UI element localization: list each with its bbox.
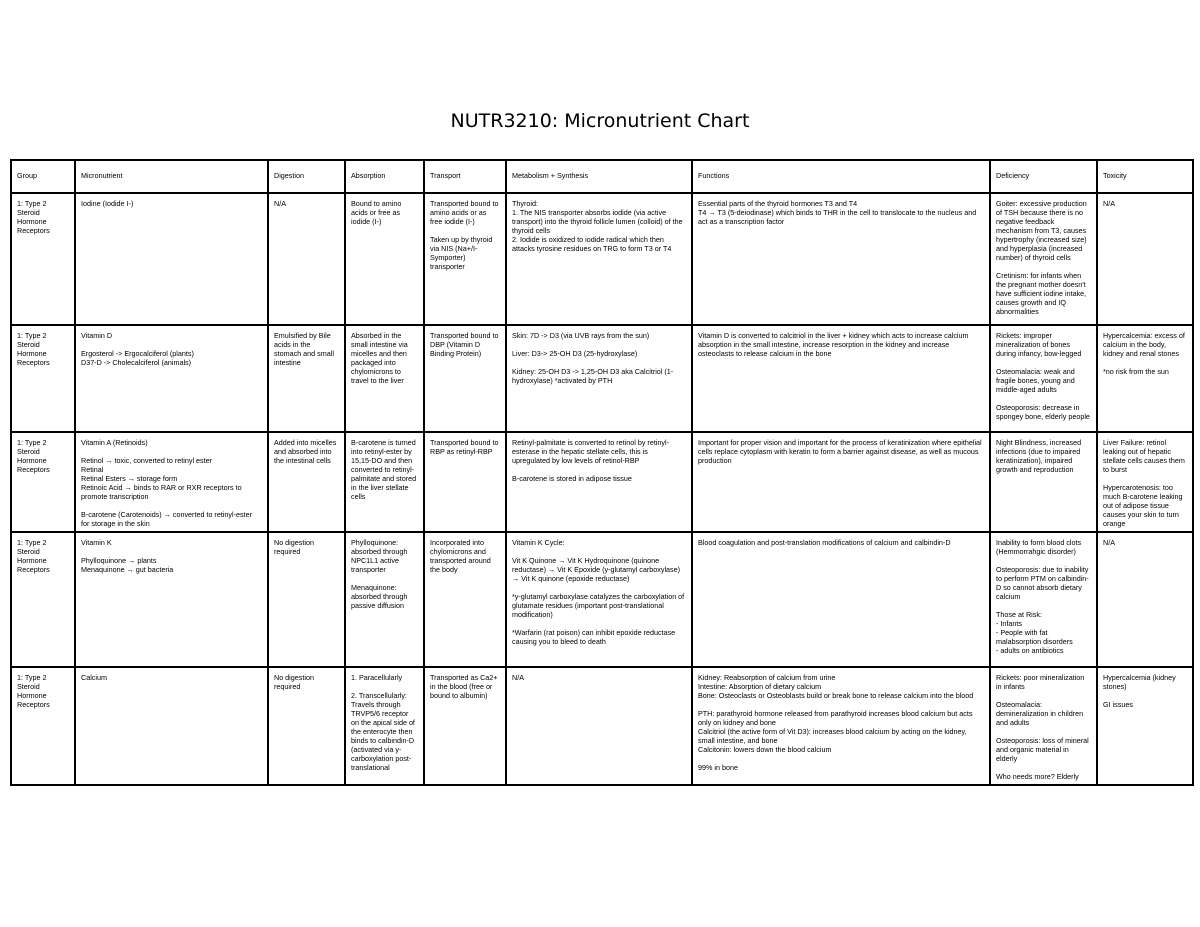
cell-text: 2. Iodide is oxidized to iodide radical which then attacks tyrosine residues on TRG to form T3 or T4 — [512, 235, 672, 253]
cell-text: Transported bound to RBP as retinyl-RBP — [430, 438, 501, 456]
cell-text: N/A — [1103, 199, 1115, 208]
cell-metabolism — [506, 532, 692, 667]
cell-text: Transported bound to DBP (Vitamin D Binding Protein) — [430, 331, 501, 358]
cell-group — [11, 325, 75, 432]
header-deficiency: Deficiency — [990, 160, 1097, 193]
cell-absorption — [345, 432, 424, 532]
cell-text: - Infants — [996, 619, 1022, 628]
cell-text: Vitamin D — [81, 331, 113, 340]
cell-toxicity — [1097, 325, 1193, 432]
cell-text: Liver: D3-> 25-OH D3 (25-hydroxylase) — [512, 349, 638, 358]
line-gap — [698, 754, 984, 763]
line-gap — [512, 547, 686, 556]
cell-group — [11, 667, 75, 785]
cell-digestion — [268, 667, 345, 785]
header-absorption: Absorption — [345, 160, 424, 193]
cell-metabolism — [506, 193, 692, 325]
table-row — [11, 325, 1193, 432]
cell-text: *no risk from the sun — [1103, 367, 1169, 376]
table-row — [11, 532, 1193, 667]
line-gap — [430, 226, 500, 235]
cell-text: 1: Type 2 Steroid Hormone Receptors — [17, 538, 50, 574]
cell-text: Skin: 7D -> D3 (via UVB rays from the sun) — [512, 331, 650, 340]
cell-group — [11, 193, 75, 325]
header-group: Group — [11, 160, 75, 193]
line-gap — [1103, 358, 1187, 367]
cell-text: 1: Type 2 Steroid Hormone Receptors — [17, 331, 50, 367]
cell-text: Transported as Ca2+ in the blood (free or bound to albumin) — [430, 673, 500, 700]
line-gap — [996, 691, 1091, 700]
cell-text: Essential parts of the thyroid hormones T3 and T4 — [698, 199, 858, 208]
cell-text: Vitamin A (Retinoids) — [81, 438, 148, 447]
cell-metabolism — [506, 325, 692, 432]
cell-text: Rickets: improper mineralization of bones during infancy, bow-legged — [996, 331, 1082, 358]
cell-text: Thyroid: — [512, 199, 538, 208]
cell-micronutrient — [75, 532, 268, 667]
cell-text: Goiter: excessive production of TSH because there is no negative feedback mechanism from T3, causes hypertrophy (increased size) and hyperplasia (increased number) of thyroid cells — [996, 199, 1089, 262]
cell-functions — [692, 432, 990, 532]
cell-micronutrient — [75, 193, 268, 325]
cell-text: Vitamin D is converted to calcitriol in the liver + kidney which acts to increase calcium absorption in the small intestine, increase resorption in the kidney and increase osteoclasts to release calcium in the bone — [698, 331, 971, 358]
line-gap — [996, 763, 1091, 772]
cell-text: Rickets: poor mineralization in infants — [996, 673, 1087, 691]
cell-digestion — [268, 432, 345, 532]
cell-text: Incorporated into chylomicrons and transported around the body — [430, 538, 493, 574]
cell-text: 1: Type 2 Steroid Hormone Receptors — [17, 673, 50, 709]
cell-text: Vitamin K — [81, 538, 112, 547]
cell-text: Taken up by thyroid via NIS (Na+/I- Symporter) transporter — [430, 235, 495, 271]
cell-transport — [424, 325, 506, 432]
line-gap — [351, 682, 418, 691]
cell-transport — [424, 667, 506, 785]
cell-text: Calcitonin: lowers down the blood calcium — [698, 745, 832, 754]
cell-functions — [692, 532, 990, 667]
cell-text: Absorbed in the small intestine via micelles and then packaged into chylomicrons to travel to the liver — [351, 331, 410, 385]
cell-text: No digestion required — [274, 673, 316, 691]
page-title: NUTR3210: Micronutrient Chart — [450, 110, 750, 132]
cell-toxicity — [1097, 667, 1193, 785]
cell-toxicity — [1097, 532, 1193, 667]
header-row — [11, 160, 1193, 193]
cell-text: Bound to amino acids or free as iodide (I-) — [351, 199, 404, 226]
cell-text: 1. The NIS transporter absorbs iodide (via active transport) into the thyroid follicle lumen (colloid) of the thyroid cells — [512, 208, 685, 235]
cell-text: 1. Paracellularly — [351, 673, 403, 682]
cell-text: Osteomalacia: weak and fragile bones, young and middle-aged adults — [996, 367, 1077, 394]
cell-transport — [424, 432, 506, 532]
cell-text: Retinyl-palmitate is converted to retinol by retinyl-esterase in the hepatic stellate cells, this is upregulated by low levels of retinol-RBP — [512, 438, 669, 465]
cell-transport — [424, 193, 506, 325]
cell-text: Bone: Osteoclasts or Osteoblasts build or break bone to release calcium into the blood — [698, 691, 974, 700]
cell-text: Added into micelles and absorbed into the intestinal cells — [274, 438, 339, 465]
table-row — [11, 667, 1193, 785]
cell-deficiency — [990, 532, 1097, 667]
cell-text: Retinal Esters → storage form — [81, 474, 178, 483]
cell-text: 1: Type 2 Steroid Hormone Receptors — [17, 199, 50, 235]
cell-text: Calcitriol (the active form of Vit D3): increases blood calcium by acting on the kidney, small intestine, and bone — [698, 727, 969, 745]
cell-text: 2. Transcellularly: Travels through TRVP5/6 receptor on the apical side of the enterocyte then binds to calbindin-D (activated via y-carboxylation post-translational — [351, 691, 417, 772]
line-gap — [81, 340, 262, 349]
line-gap — [512, 619, 686, 628]
cell-text: Transported bound to amino acids or as free iodide (I-) — [430, 199, 501, 226]
cell-deficiency — [990, 432, 1097, 532]
cell-text: Vit K Quinone → Vit K Hydroquinone (quinone reductase) → Vit K Epoxide (y-glutamyl carboxylase) → Vit K quinone (epoxide reductase) — [512, 556, 683, 583]
cell-text: Osteoporosis: due to inability to perform PTM on calbindin-D so cannot absorb dietary calcium — [996, 565, 1091, 601]
line-gap — [81, 501, 262, 510]
cell-text: Hypercalcemia: excess of calcium in the body, kidney and renal stones — [1103, 331, 1187, 358]
cell-text: B-carotene is stored in adipose tissue — [512, 474, 632, 483]
line-gap — [996, 601, 1091, 610]
cell-text: - People with fat malabsorption disorders — [996, 628, 1073, 646]
cell-functions — [692, 667, 990, 785]
cell-metabolism — [506, 667, 692, 785]
cell-text: Vitamin K Cycle: — [512, 538, 565, 547]
header-transport: Transport — [424, 160, 506, 193]
cell-text: Osteoporosis: loss of mineral and organic material in elderly — [996, 736, 1091, 763]
cell-functions — [692, 193, 990, 325]
cell-text: N/A — [512, 673, 524, 682]
cell-text: *y-glutamyl carboxylase catalyzes the carboxylation of glutamate residues (important post-translational modification) — [512, 592, 687, 619]
cell-deficiency — [990, 193, 1097, 325]
line-gap — [996, 727, 1091, 736]
line-gap — [351, 574, 418, 583]
cell-digestion — [268, 193, 345, 325]
cell-deficiency — [990, 667, 1097, 785]
cell-group — [11, 532, 75, 667]
line-gap — [1103, 474, 1187, 483]
cell-text: Who needs more? Elderly — [996, 772, 1079, 781]
cell-text: Ergosterol -> Ergocalciferol (plants) — [81, 349, 194, 358]
cell-transport — [424, 532, 506, 667]
cell-absorption — [345, 193, 424, 325]
cell-text: Night Blindness, increased infections (due to impaired keratinization), impaired growth and reproduction — [996, 438, 1084, 474]
cell-text: N/A — [274, 199, 286, 208]
table-row — [11, 193, 1193, 325]
line-gap — [512, 583, 686, 592]
cell-text: 1: Type 2 Steroid Hormone Receptors — [17, 438, 50, 474]
cell-text: Hypercalcemia (kidney stones) — [1103, 673, 1178, 691]
cell-deficiency — [990, 325, 1097, 432]
line-gap — [512, 358, 686, 367]
cell-text: Retinoic Acid → binds to RAR or RXR receptors to promote transcription — [81, 483, 244, 501]
header-functions: Functions — [692, 160, 990, 193]
cell-text: T4 → T3 (5-deiodinase) which binds to THR in the cell to translocate to the nucleus and act as a transcription factor — [698, 208, 979, 226]
cell-text: Calcium — [81, 673, 107, 682]
cell-text: Hypercarotenosis: too much B-carotene leaking out of adipose tissue causes your skin to turn orange — [1103, 483, 1185, 528]
cell-text: PTH: parathyroid hormone released from parathyroid increases blood calcium but acts only on kidney and bone — [698, 709, 975, 727]
line-gap — [512, 465, 686, 474]
cell-text: Menaquinone → gut bacteria — [81, 565, 174, 574]
cell-text: *Warfarin (rat poison) can inhibit epoxide reductase causing you to bleed to death — [512, 628, 678, 646]
cell-text: Phylloquinone → plants — [81, 556, 157, 565]
line-gap — [996, 394, 1091, 403]
cell-text: B-carotene is turned into retinyl-ester by 15,15-DO and then converted to retinyl-palmitate and stored in the liver stellate cells — [351, 438, 419, 501]
cell-text: - adults on antibiotics — [996, 646, 1064, 655]
header-metabolism: Metabolism + Synthesis — [506, 160, 692, 193]
line-gap — [81, 547, 262, 556]
cell-text: B-carotene (Carotenoids) → converted to retinyl-ester for storage in the skin — [81, 510, 254, 528]
header-micronutrient: Micronutrient — [75, 160, 268, 193]
line-gap — [996, 358, 1091, 367]
cell-text: No digestion required — [274, 538, 316, 556]
cell-digestion — [268, 325, 345, 432]
cell-group — [11, 432, 75, 532]
header-digestion: Digestion — [268, 160, 345, 193]
cell-absorption — [345, 667, 424, 785]
cell-text: Those at Risk: — [996, 610, 1042, 619]
cell-text: Kidney: Reabsorption of calcium from urine — [698, 673, 836, 682]
cell-text: Iodine (Iodide I-) — [81, 199, 134, 208]
line-gap — [1103, 691, 1187, 700]
cell-text: Intestine: Absorption of dietary calcium — [698, 682, 822, 691]
cell-absorption — [345, 325, 424, 432]
cell-text: D37-D -> Cholecalciferol (animals) — [81, 358, 192, 367]
cell-text: Retinol → toxic, converted to retinyl ester — [81, 456, 213, 465]
cell-text: Emulsified by Bile acids in the stomach and small intestine — [274, 331, 336, 367]
cell-metabolism — [506, 432, 692, 532]
cell-text: Osteoporosis: decrease in spongey bone, elderly people — [996, 403, 1090, 421]
cell-toxicity — [1097, 432, 1193, 532]
cell-text: Phylloquinone: absorbed through NPC1L1 active transporter — [351, 538, 410, 574]
cell-text: Osteomalacia: demineralization in children and adults — [996, 700, 1086, 727]
cell-text: GI issues — [1103, 700, 1133, 709]
line-gap — [512, 340, 686, 349]
cell-absorption — [345, 532, 424, 667]
table-row — [11, 432, 1193, 532]
cell-text: Important for proper vision and important for the process of keratinization where epithelial cells replace cytoplasm with keratin to form a barrier against disease, as well as mucous production — [698, 438, 984, 465]
cell-text: N/A — [1103, 538, 1115, 547]
cell-text: Retinal — [81, 465, 104, 474]
cell-micronutrient — [75, 667, 268, 785]
header-toxicity: Toxicity — [1097, 160, 1193, 193]
cell-text: 99% in bone — [698, 763, 738, 772]
line-gap — [996, 556, 1091, 565]
line-gap — [698, 700, 984, 709]
cell-functions — [692, 325, 990, 432]
line-gap — [996, 262, 1091, 271]
cell-text: Kidney: 25-OH D3 -> 1,25-OH D3 aka Calcitriol (1-hydroxylase) *activated by PTH — [512, 367, 674, 385]
cell-micronutrient — [75, 432, 268, 532]
cell-text: Blood coagulation and post-translation modifications of calcium and calbindin-D — [698, 538, 951, 547]
cell-text: Liver Failure: retinol leaking out of hepatic stellate cells causes them to burst — [1103, 438, 1187, 474]
cell-text: Cretinism: for infants when the pregnant mother doesn't have sufficient iodine intake, causes growth and IQ abnormalities — [996, 271, 1089, 316]
cell-text: Inability to form blood clots (Hemmorrahgic disorder) — [996, 538, 1084, 556]
cell-micronutrient — [75, 325, 268, 432]
cell-text: Menaquinone: absorbed through passive diffusion — [351, 583, 410, 610]
line-gap — [81, 447, 262, 456]
micronutrient-table — [10, 159, 1194, 786]
cell-digestion — [268, 532, 345, 667]
cell-toxicity — [1097, 193, 1193, 325]
